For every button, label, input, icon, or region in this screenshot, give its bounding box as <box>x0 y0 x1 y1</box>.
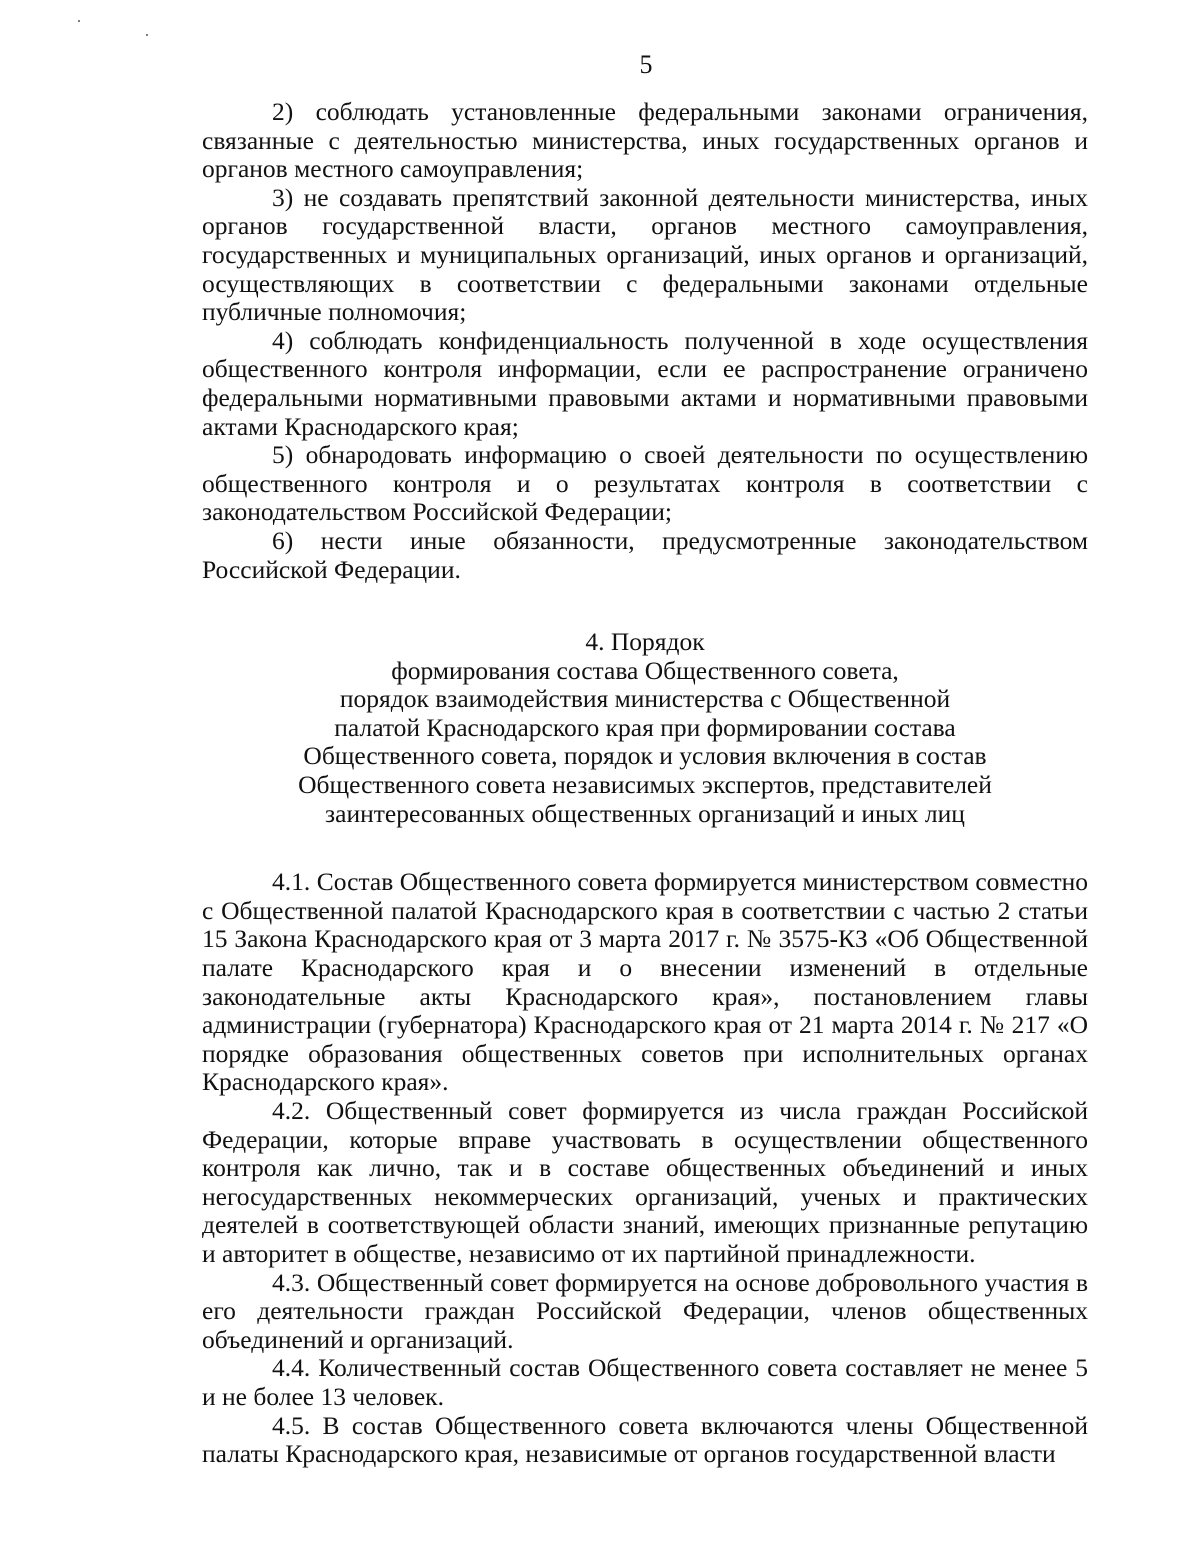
section-title-line-4: Общественного совета, порядок и условия включения в состав <box>303 741 987 771</box>
section-number-title: 4. Порядок <box>585 627 705 657</box>
section-heading <box>202 628 1088 828</box>
clause-4-4: 4.4. Количественный состав Общественного совета составляет не менее 5 и не более 13 человек. <box>202 1353 1088 1411</box>
clause-4-1: 4.1. Состав Общественного совета формируется министерством совместно с Общественной палатой Краснодарского края в соответствии с частью 2 статьи 15 Закона Краснодарского края от 3 марта 2017 г. № 3575-КЗ «Об Общественной палате Краснодарского края и о внесении изменений в отдельные законодательные акты Краснодарского края», постановлением главы администрации (губернатора) Краснодарского края от 21 марта 2014 г. № 217 «О порядке образования общественных советов при исполнительных органах Краснодарского края». <box>202 867 1088 1097</box>
clause-4-2: 4.2. Общественный совет формируется из числа граждан Российской Федерации, которые вправе участвовать в осуществлении общественного контроля как лично, так и в составе общественных объединений и иных негосударственных некоммерческих организаций, ученых и практических деятелей в соответствующей области знаний, имеющих признанные репутацию и авторитет в обществе, независимо от их партийной принадлежности. <box>202 1096 1088 1268</box>
section-title-line-1: формирования состава Общественного совета, <box>391 655 899 685</box>
duty-item-6: 6) нести иные обязанности, предусмотренные законодательством Российской Федерации. <box>202 525 1088 584</box>
scan-speck <box>146 34 148 36</box>
section-title-line-3: палатой Краснодарского края при формировании состава <box>334 712 956 742</box>
clause-4-3: 4.3. Общественный совет формируется на основе добровольного участия в его деятельности граждан Российской Федерации, членов общественных объединений и организаций. <box>202 1267 1088 1354</box>
section-title-line-6: заинтересованных общественных организаций и иных лиц <box>325 798 965 828</box>
duty-item-5: 5) обнародовать информацию о своей деятельности по осуществлению общественного контроля и о результатах контроля в соответствии с законодательством Российской Федерации; <box>202 440 1088 527</box>
clause-4-5: 4.5. В состав Общественного совета включаются члены Общественной палаты Краснодарского края, независимые от органов государственной власти <box>202 1410 1088 1469</box>
page-number: 5 <box>639 50 653 79</box>
duty-item-3: 3) не создавать препятствий законной деятельности министерства, иных органов государственной власти, органов местного самоуправления, государственных и муниципальных организаций, иных органов и организаций, осуществляющих в соответствии с федеральными законами отдельные публичные полномочия; <box>202 182 1088 327</box>
section-title-line-5: Общественного совета независимых экспертов, представителей <box>298 770 992 800</box>
scan-speck <box>78 20 80 22</box>
section-title-line-2: порядок взаимодействия министерства с Общественной <box>339 684 951 714</box>
document-body <box>202 98 1088 1469</box>
duty-item-2: 2) соблюдать установленные федеральными законами ограничения, связанные с деятельностью министерства, иных государственных органов и органов местного самоуправления; <box>202 97 1088 184</box>
duty-item-4: 4) соблюдать конфиденциальность полученной в ходе осуществления общественного контроля информации, если ее распространение ограничено федеральными нормативными правовыми актами и нормативными правовыми актами Краснодарского края; <box>202 325 1088 441</box>
